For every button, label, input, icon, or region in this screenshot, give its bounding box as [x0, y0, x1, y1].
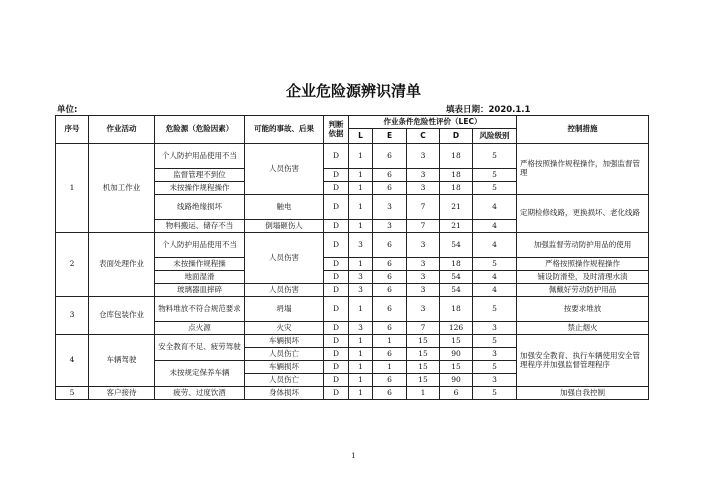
risk-cell: 5 [473, 169, 517, 182]
hazard-cell: 点火源 [155, 322, 245, 335]
group-activity: 表面处理作业 [89, 233, 155, 297]
group-activity: 客户接待 [89, 387, 155, 400]
method-cell: D [324, 195, 349, 220]
group-activity: 仓库包装作业 [89, 297, 155, 335]
l-cell: 1 [349, 297, 373, 322]
c-cell: 15 [407, 348, 440, 361]
header-activity: 作业活动 [89, 116, 155, 144]
header-hazard: 危险源（危险因素） [155, 116, 245, 144]
l-cell: 1 [349, 348, 373, 361]
l-cell: 1 [349, 169, 373, 182]
header-no: 序号 [56, 116, 89, 144]
l-cell: 1 [349, 144, 373, 169]
l-cell: 1 [349, 374, 373, 387]
e-cell: 1 [373, 335, 407, 348]
control-cell: 铺设防滑垫，及时清理水渍 [517, 271, 649, 284]
header-l: L [349, 129, 373, 144]
risk-cell: 3 [473, 348, 517, 361]
c-cell: 15 [407, 374, 440, 387]
c-cell: 7 [407, 220, 440, 233]
consequence-cell: 人员伤害 [245, 284, 324, 297]
c-cell: 3 [407, 284, 440, 297]
control-cell: 加强自我控制 [517, 387, 649, 400]
method-cell: D [324, 322, 349, 335]
e-cell: 6 [373, 387, 407, 400]
e-cell: 6 [373, 233, 407, 258]
c-cell: 3 [407, 144, 440, 169]
e-cell: 6 [373, 374, 407, 387]
header-control: 控制措施 [517, 116, 649, 144]
group-activity: 机加工作业 [89, 144, 155, 233]
l-cell: 1 [349, 182, 373, 195]
c-cell: 3 [407, 182, 440, 195]
consequence-cell: 车辆损坏 [245, 335, 324, 348]
consequence-cell: 人员伤亡 [245, 374, 324, 387]
l-cell: 1 [349, 258, 373, 271]
c-cell: 7 [407, 195, 440, 220]
risk-cell: 5 [473, 258, 517, 271]
l-cell: 3 [349, 322, 373, 335]
group-activity: 车辆驾驶 [89, 335, 155, 387]
d-cell: 18 [440, 144, 473, 169]
method-cell: D [324, 271, 349, 284]
control-cell: 加强监督劳动防护用品的使用 [517, 233, 649, 258]
hazard-cell: 未按规定保养车辆 [155, 361, 245, 387]
d-cell: 18 [440, 258, 473, 271]
header-e: E [373, 129, 407, 144]
control-cell: 定期检修线路，更换损坏、老化线路 [517, 195, 649, 233]
c-cell: 3 [407, 169, 440, 182]
consequence-cell: 倒塌砸伤人 [245, 220, 324, 233]
d-cell: 18 [440, 169, 473, 182]
header-risk: 风险级别 [473, 129, 517, 144]
control-cell: 严格按照操作规程操作，加强监督管理 [517, 144, 649, 195]
l-cell: 1 [349, 361, 373, 374]
method-cell: D [324, 374, 349, 387]
hazard-cell: 未按操作规程操 [155, 258, 245, 271]
group-no: 1 [56, 144, 89, 233]
d-cell: 54 [440, 284, 473, 297]
hazard-cell: 地面湿滑 [155, 271, 245, 284]
e-cell: 6 [373, 284, 407, 297]
method-cell: D [324, 335, 349, 348]
e-cell: 1 [373, 361, 407, 374]
method-cell: D [324, 169, 349, 182]
risk-cell: 5 [473, 182, 517, 195]
method-cell: D [324, 258, 349, 271]
consequence-cell: 身体损坏 [245, 387, 324, 400]
risk-cell: 4 [473, 284, 517, 297]
l-cell: 1 [349, 195, 373, 220]
d-cell: 126 [440, 322, 473, 335]
risk-cell: 3 [473, 322, 517, 335]
method-cell: D [324, 182, 349, 195]
page-number: 1 [351, 452, 356, 460]
e-cell: 3 [373, 195, 407, 220]
c-cell: 7 [407, 322, 440, 335]
hazard-cell: 线路绝缘损坏 [155, 195, 245, 220]
c-cell: 1 [407, 387, 440, 400]
d-cell: 18 [440, 297, 473, 322]
control-cell: 佩戴好劳动防护用品 [517, 284, 649, 297]
group-no: 3 [56, 297, 89, 335]
header-method: 判断依据 [324, 116, 349, 144]
header-c: C [407, 129, 440, 144]
method-cell: D [324, 297, 349, 322]
e-cell: 6 [373, 182, 407, 195]
hazard-cell: 个人防护用品使用不当 [155, 233, 245, 258]
d-cell: 6 [440, 387, 473, 400]
hazard-cell: 物料堆放不符合规范要求 [155, 297, 245, 322]
l-cell: 1 [349, 335, 373, 348]
d-cell: 54 [440, 233, 473, 258]
d-cell: 90 [440, 348, 473, 361]
consequence-cell: 坍塌 [245, 297, 324, 322]
risk-cell: 4 [473, 195, 517, 220]
e-cell: 6 [373, 348, 407, 361]
hazard-cell: 玻璃器皿摔碎 [155, 284, 245, 297]
group-no: 4 [56, 335, 89, 387]
consequence-cell: 车辆损坏 [245, 361, 324, 374]
c-cell: 3 [407, 297, 440, 322]
hazard-cell: 物料搬运、储存不当 [155, 220, 245, 233]
hazard-identification-table [55, 115, 649, 400]
d-cell: 90 [440, 374, 473, 387]
e-cell: 6 [373, 322, 407, 335]
e-cell: 3 [373, 220, 407, 233]
c-cell: 15 [407, 361, 440, 374]
fill-date-label: 填表日期：2020.1.1 [446, 105, 531, 115]
method-cell: D [324, 220, 349, 233]
c-cell: 3 [407, 233, 440, 258]
group-no: 5 [56, 387, 89, 400]
e-cell: 6 [373, 271, 407, 284]
risk-cell: 4 [473, 271, 517, 284]
method-cell: D [324, 144, 349, 169]
d-cell: 18 [440, 182, 473, 195]
risk-cell: 5 [473, 361, 517, 374]
header-lec-group: 作业条件危险性评价（LEC） [349, 116, 517, 129]
risk-cell: 4 [473, 233, 517, 258]
method-cell: D [324, 348, 349, 361]
d-cell: 21 [440, 195, 473, 220]
l-cell: 1 [349, 220, 373, 233]
risk-cell: 5 [473, 144, 517, 169]
consequence-cell: 火灾 [245, 322, 324, 335]
d-cell: 15 [440, 335, 473, 348]
consequence-cell: 人员伤亡 [245, 348, 324, 361]
header-consequence: 可能的事故、后果 [245, 116, 324, 144]
l-cell: 3 [349, 233, 373, 258]
c-cell: 15 [407, 335, 440, 348]
unit-label: 单位: [57, 105, 78, 115]
d-cell: 21 [440, 220, 473, 233]
c-cell: 3 [407, 271, 440, 284]
header-d: D [440, 129, 473, 144]
hazard-cell: 未按操作规程操作 [155, 182, 245, 195]
risk-cell: 4 [473, 220, 517, 233]
hazard-cell: 安全教育不足、疲劳驾驶 [155, 335, 245, 361]
hazard-cell: 监督管理不到位 [155, 169, 245, 182]
l-cell: 1 [349, 387, 373, 400]
hazard-cell: 个人防护用品使用不当 [155, 144, 245, 169]
hazard-cell: 疲劳、过度饮酒 [155, 387, 245, 400]
d-cell: 15 [440, 361, 473, 374]
consequence-cell: 人员伤害 [245, 233, 324, 284]
consequence-cell: 人员伤害 [245, 144, 324, 195]
method-cell: D [324, 284, 349, 297]
risk-cell: 5 [473, 387, 517, 400]
document-title: 企业危险源辨识清单 [285, 82, 421, 100]
d-cell: 54 [440, 271, 473, 284]
control-cell: 加强安全教育、执行车辆使用安全管理程序并加强监督管理程序 [517, 335, 649, 387]
e-cell: 6 [373, 144, 407, 169]
risk-cell: 5 [473, 335, 517, 348]
consequence-cell: 触电 [245, 195, 324, 220]
group-no: 2 [56, 233, 89, 297]
control-cell: 按要求堆放 [517, 297, 649, 322]
method-cell: D [324, 233, 349, 258]
e-cell: 6 [373, 169, 407, 182]
l-cell: 3 [349, 271, 373, 284]
method-cell: D [324, 387, 349, 400]
control-cell: 严格按照操作规程操作 [517, 258, 649, 271]
e-cell: 6 [373, 258, 407, 271]
risk-cell: 5 [473, 297, 517, 322]
l-cell: 3 [349, 284, 373, 297]
e-cell: 6 [373, 297, 407, 322]
risk-cell: 3 [473, 374, 517, 387]
c-cell: 3 [407, 258, 440, 271]
control-cell: 禁止烟火 [517, 322, 649, 335]
method-cell: D [324, 361, 349, 374]
